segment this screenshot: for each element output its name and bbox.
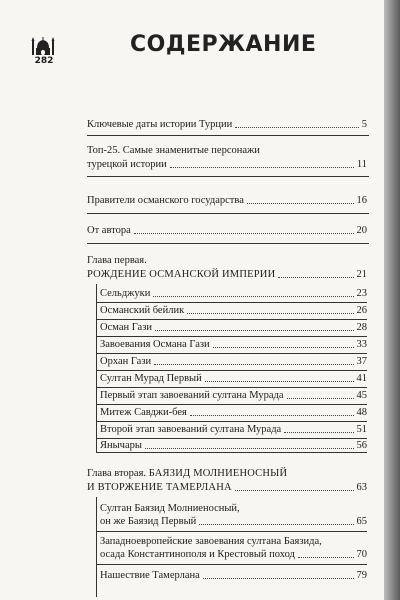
toc-subentry[interactable] (100, 548, 367, 561)
toc-entry-page: 20 (356, 225, 367, 236)
toc-subentry-page: 79 (356, 570, 367, 581)
toc-subentry[interactable] (100, 287, 367, 300)
divider (96, 302, 367, 303)
divider (87, 176, 369, 177)
toc-entry-page: 5 (361, 119, 367, 130)
toc-subentry[interactable] (100, 569, 367, 582)
chapter-label: Глава первая. (87, 255, 147, 266)
divider (96, 336, 367, 337)
toc-subentry[interactable] (100, 515, 367, 528)
leader-dots (284, 432, 353, 433)
toc-subentry-page: 26 (356, 305, 367, 316)
page-edge-shadow (384, 0, 400, 600)
divider (96, 404, 367, 405)
divider (96, 421, 367, 422)
toc-entry-title: Ключевые даты истории Турции (87, 119, 233, 130)
chapter-title: РОЖДЕНИЕ ОСМАНСКОЙ ИМПЕРИИ (87, 269, 276, 280)
toc-subentry-page: 28 (356, 322, 367, 333)
chapter-title-line1[interactable] (87, 467, 287, 480)
leader-dots (287, 398, 354, 399)
divider (96, 353, 367, 354)
toc-subentry-page: 41 (356, 373, 367, 384)
toc-subentry-title-line2: осада Константинополя и Крестовый поход (100, 549, 295, 560)
leader-dots (190, 415, 354, 416)
toc-subentry-title: Янычары (100, 440, 142, 451)
toc-subentry-title-line1[interactable]: Султан Баязид Молниеносный, (100, 503, 240, 514)
toc-subentry[interactable] (100, 406, 367, 419)
divider (96, 319, 367, 320)
toc-entry[interactable] (87, 158, 367, 171)
divider (96, 387, 367, 388)
chapter-label: Глава вторая. (87, 468, 147, 479)
chapter-title-line2: И ВТОРЖЕНИЕ ТАМЕРЛАНА (87, 482, 232, 493)
divider (96, 531, 367, 532)
toc-subentry-title: Митеж Савджи-бея (100, 407, 187, 418)
toc-subentry[interactable] (100, 423, 367, 436)
toc-subentry-title-line1[interactable]: Западноевропейские завоевания султана Баязида, (100, 536, 322, 547)
toc-entry[interactable] (87, 118, 367, 131)
divider (87, 213, 369, 214)
toc-subentry-page: 56 (356, 440, 367, 451)
toc-subentry-page: 51 (356, 424, 367, 435)
divider (96, 370, 367, 371)
leader-dots (145, 448, 354, 449)
toc-subentry-title: Осман Гази (100, 322, 152, 333)
toc-entry-title-line2: турецкой истории (87, 159, 167, 170)
leader-dots (155, 330, 354, 331)
toc-entry-title: Правители османского государства (87, 195, 244, 206)
toc-subentry-page: 37 (356, 356, 367, 367)
leader-dots (134, 233, 354, 234)
leader-dots (170, 167, 354, 168)
leader-dots (247, 203, 354, 204)
leader-dots (235, 490, 354, 491)
mosque-icon (30, 36, 56, 56)
toc-subentry-title: Османский бейлик (100, 305, 185, 316)
page-title: СОДЕРЖАНИЕ (130, 32, 317, 57)
toc-subentry-page: 45 (356, 390, 367, 401)
toc-subentry-title: Султан Мурад Первый (100, 373, 202, 384)
toc-subentry[interactable] (100, 304, 367, 317)
toc-subentry[interactable] (100, 338, 367, 351)
toc-subentry-page: 48 (356, 407, 367, 418)
toc-subentry-title-line2: он же Баязид Первый (100, 516, 197, 527)
leader-dots (235, 127, 358, 128)
divider (87, 243, 369, 244)
toc-subentry-title: Первый этап завоеваний султана Мурада (100, 390, 284, 401)
toc-entry-title: От автора (87, 225, 131, 236)
toc-subentry[interactable] (100, 439, 367, 452)
toc-subentry-title: Завоевания Османа Гази (100, 339, 210, 350)
chapter-entry[interactable] (87, 268, 367, 281)
toc-subentry[interactable] (100, 372, 367, 385)
toc-subentry-page: 70 (356, 549, 367, 560)
leader-dots (154, 364, 353, 365)
leader-dots (203, 578, 354, 579)
toc-entry-title-line1[interactable]: Топ-25. Самые знаменитые персонажи (87, 145, 260, 156)
toc-entry[interactable] (87, 224, 367, 237)
toc-entry[interactable] (87, 194, 367, 207)
toc-subentry[interactable] (100, 355, 367, 368)
toc-subentry-title: Сельджуки (100, 288, 151, 299)
toc-entry-page: 11 (356, 159, 367, 170)
toc-subentry-title: Второй этап завоеваний султана Мурада (100, 424, 282, 435)
chapter-title: БАЯЗИД МОЛНИЕНОСНЫЙ (148, 468, 288, 479)
divider (87, 135, 369, 136)
toc-subentry-page: 33 (356, 339, 367, 350)
divider (96, 564, 367, 565)
leader-dots (278, 277, 353, 278)
leader-dots (205, 381, 354, 382)
toc-subentry[interactable] (100, 321, 367, 334)
toc-entry-page: 16 (356, 195, 367, 206)
toc-subentry-page: 23 (356, 288, 367, 299)
page-number: 282 (34, 56, 54, 66)
chapter-entry[interactable] (87, 481, 367, 494)
leader-dots (199, 524, 353, 525)
leader-dots (213, 347, 354, 348)
toc-subentry-title: Орхан Гази (100, 356, 152, 367)
leader-dots (298, 557, 354, 558)
chapter-page: 21 (356, 269, 367, 280)
toc-subentry[interactable] (100, 389, 367, 402)
toc-subentry-title: Нашествие Тамерлана (100, 570, 200, 581)
leader-dots (187, 313, 353, 314)
toc-subentry-page: 65 (356, 516, 367, 527)
chapter-page: 63 (356, 482, 367, 493)
leader-dots (153, 296, 353, 297)
